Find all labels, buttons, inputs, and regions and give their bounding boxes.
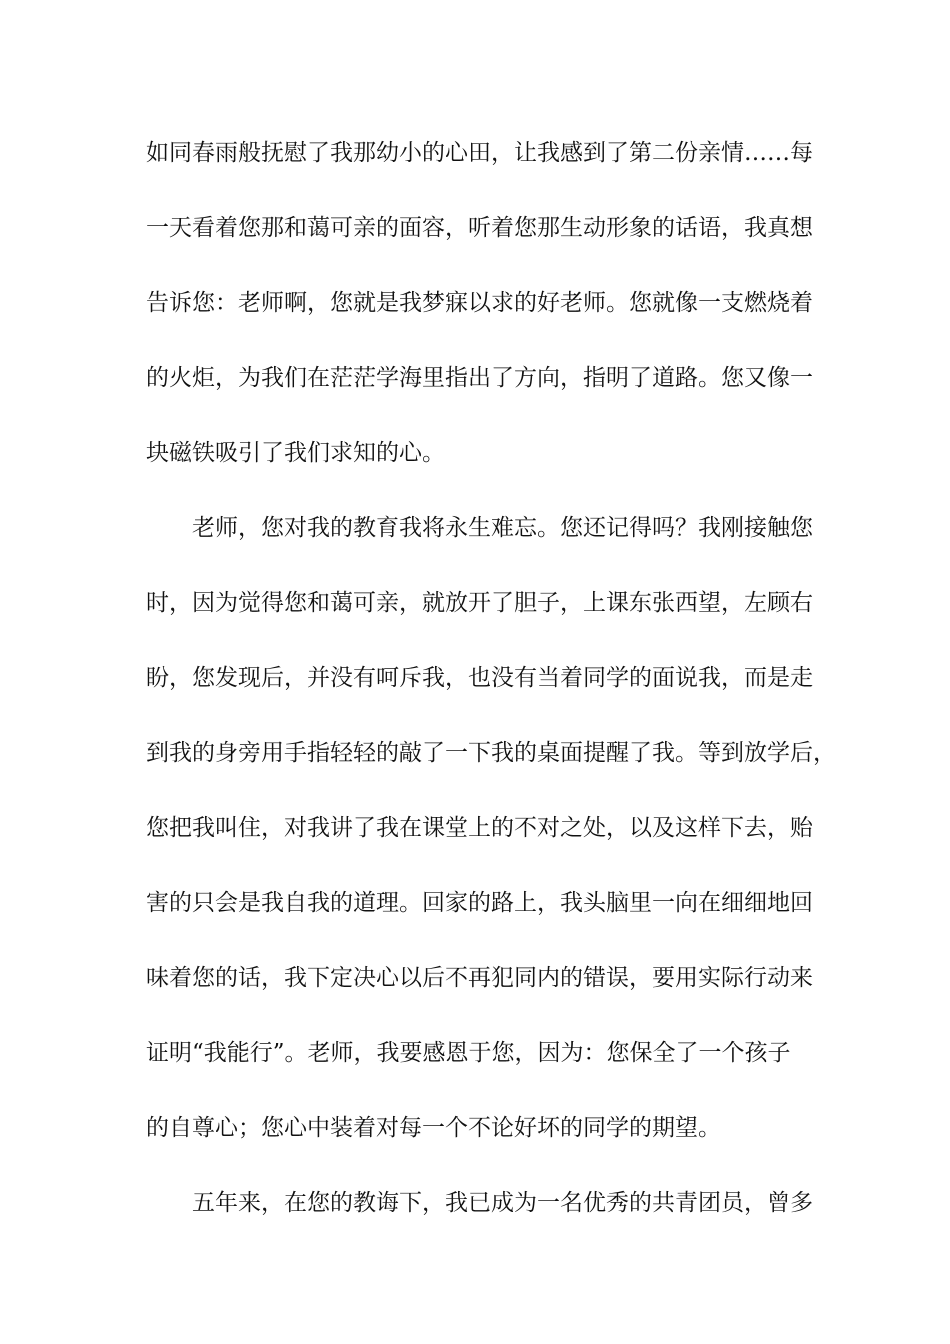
text-line: 时，因为觉得您和蔼可亲，就放开了胆子，上课东张西望，左顾右	[146, 590, 813, 616]
text-line: 味着您的话，我下定决心以后不再犯同内的错误，要用实际行动来	[146, 965, 813, 991]
text-line: 一天看着您那和蔼可亲的面容，听着您那生动形象的话语，我真想	[146, 215, 813, 241]
text-line: 的火炬，为我们在茫茫学海里指出了方向，指明了道路。您又像一	[146, 365, 813, 391]
paragraph-first-line: 老师，您对我的教育我将永生难忘。您还记得吗？我刚接触您	[192, 515, 813, 541]
text-line: 盼，您发现后，并没有呵斥我，也没有当着同学的面说我，而是走	[146, 665, 813, 691]
text-line: 您把我叫住，对我讲了我在课堂上的不对之处，以及这样下去，贻	[146, 815, 813, 841]
text-line: 的自尊心；您心中装着对每一个不论好坏的同学的期望。	[146, 1115, 721, 1141]
text-line: 害的只会是我自我的道理。回家的路上，我头脑里一向在细细地回	[146, 890, 813, 916]
text-line: 证明“我能行”。老师，我要感恩于您，因为：您保全了一个孩子	[146, 1040, 791, 1066]
text-line: 块磁铁吸引了我们求知的心。	[146, 440, 445, 466]
document-body	[146, 130, 836, 1255]
text-line: 到我的身旁用手指轻轻的敲了一下我的桌面提醒了我。等到放学后，	[146, 740, 836, 766]
text-line: 告诉您：老师啊，您就是我梦寐以求的好老师。您就像一支燃烧着	[146, 290, 813, 316]
text-line: 如同春雨般抚慰了我那幼小的心田，让我感到了第二份亲情……每	[146, 140, 813, 166]
paragraph-first-line: 五年来，在您的教诲下，我已成为一名优秀的共青团员，曾多	[192, 1190, 813, 1216]
